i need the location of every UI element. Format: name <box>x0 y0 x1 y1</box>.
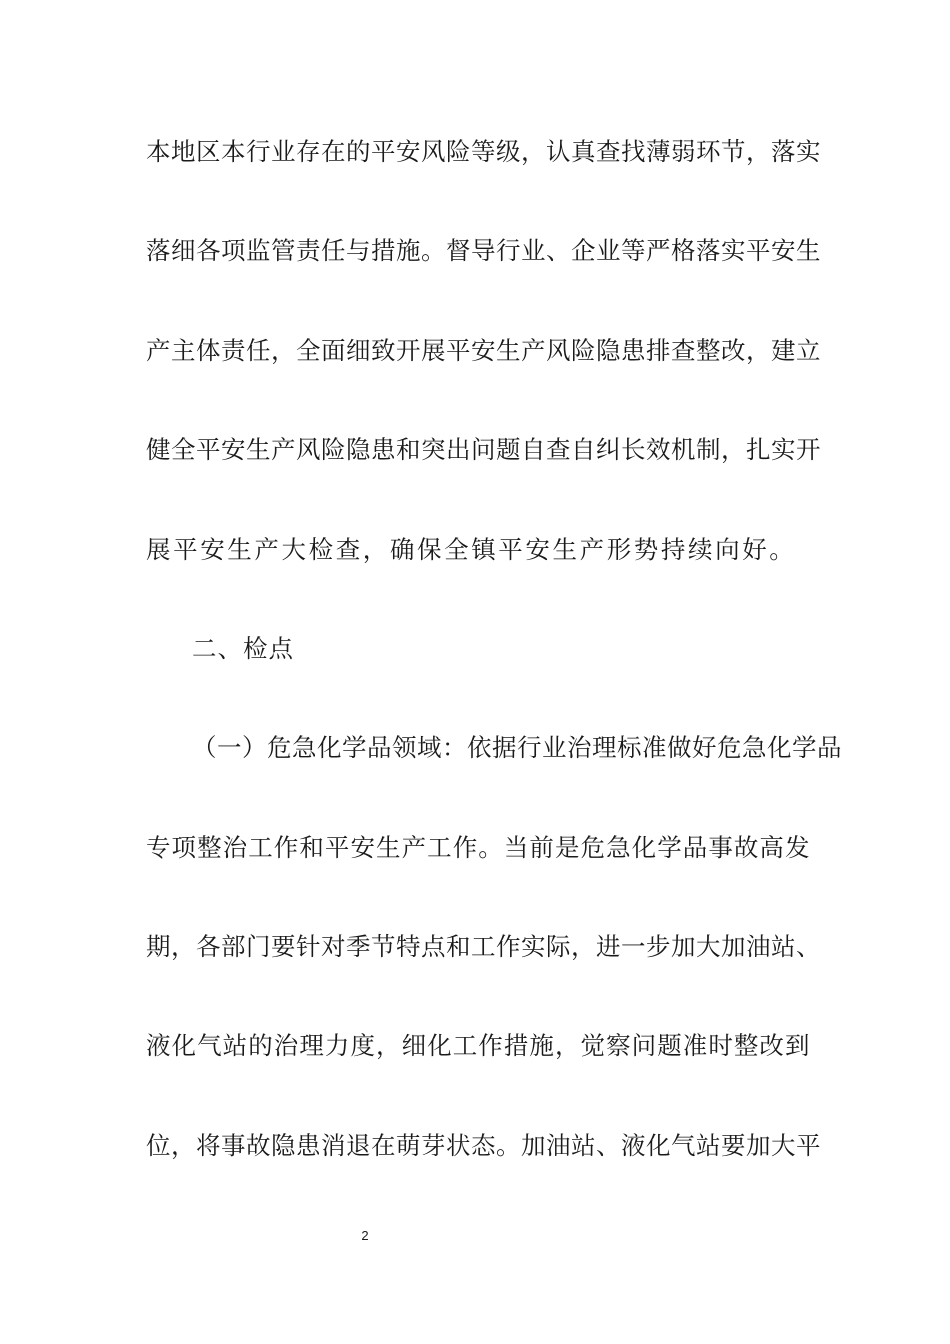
paragraph-line: 本地区本行业存在的平安风险等级，认真查找薄弱环节，落实 <box>146 137 821 166</box>
section-heading: 二、检点 <box>192 634 294 663</box>
paragraph-line: 健全平安生产风险隐患和突出问题自查自纠长效机制，扎实开 <box>146 435 821 464</box>
paragraph-line: 产主体责任，全面细致开展平安生产风险隐患排查整改，建立 <box>146 336 821 365</box>
paragraph-line: 专项整治工作和平安生产工作。当前是危急化学品事故高发 <box>146 833 810 862</box>
paragraph-line: 落细各项监管责任与措施。督导行业、企业等严格落实平安生 <box>146 236 821 265</box>
paragraph-line: （一）危急化学品领域：依据行业治理标准做好危急化学品 <box>192 733 842 762</box>
paragraph-line: 液化气站的治理力度，细化工作措施，觉察问题准时整改到 <box>146 1031 810 1060</box>
paragraph-line: 位，将事故隐患消退在萌芽状态。加油站、液化气站要加大平 <box>146 1131 821 1160</box>
paragraph-line: 展平安生产大检查，确保全镇平安生产形势持续向好。 <box>146 535 797 564</box>
paragraph-line: 期，各部门要针对季节特点和工作实际，进一步加大加油站、 <box>146 932 821 961</box>
page-number: 2 <box>361 1228 369 1243</box>
